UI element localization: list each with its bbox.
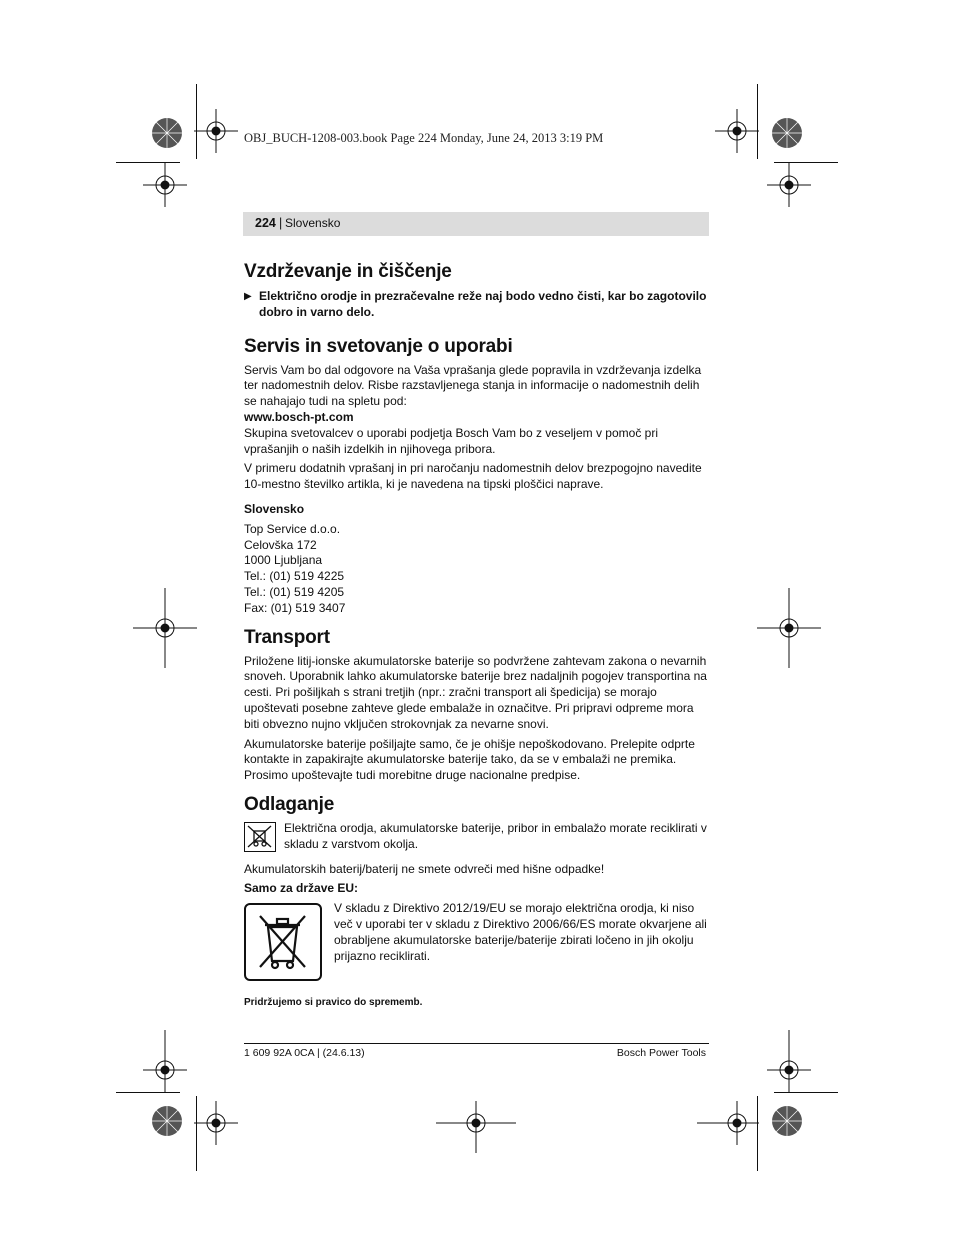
crossed-bin-icon: [244, 903, 322, 981]
header-separator: |: [279, 216, 283, 230]
maintenance-bullet: [244, 289, 710, 321]
file-info: OBJ_BUCH-1208-003.book Page 224 Monday, June 24, 2013 3:19 PM: [244, 131, 604, 145]
service-paragraph-2: Skupina svetovalcev o uporabi podjetja Bosch Vam bo z veseljem v pomoč pri vprašanjih o naših izdelkih in njihovega pribora.: [244, 425, 658, 456]
maintenance-bullet-text: Električno orodje in prezračevalne reže naj bodo vedno čisti, kar bo zagotovilo dobro in varno delo.: [259, 289, 707, 319]
bullet-triangle-icon: ▶: [244, 291, 252, 302]
address-line: 1000 Ljubljana: [244, 553, 323, 568]
service-heading: Servis in svetovanje o uporabi: [244, 335, 513, 357]
header-language: Slovensko: [285, 216, 341, 230]
service-paragraph-3: V primeru dodatnih vprašanj in pri naročanju nadomestnih delov brezpogojno navedite 10-mestno številko artikla, ki je navedena na tipski ploščici naprave.: [244, 461, 702, 492]
address-line: Top Service d.o.o.: [244, 521, 341, 536]
transport-heading: Transport: [244, 626, 330, 648]
transport-paragraph-3: Prosimo upoštevajte tudi morebitne druge nacionalne predpise.: [244, 768, 581, 783]
recycle-icon: [244, 822, 276, 852]
eu-row: [244, 901, 710, 981]
service-country: Slovensko: [244, 501, 305, 516]
recycle-row: [244, 821, 710, 853]
page-header: [243, 212, 709, 236]
service-paragraph-1: Servis Vam bo dal odgovore na Vaša vprašanja glede popravila in vzdrževanja izdelka ter nadomestnih delov. Risbe razstavljenega stanja in informacije o nadomestnih delih se nahajajo tudi na spletu pod:: [244, 362, 702, 409]
eu-text: V skladu z Direktivo 2012/19/EU se morajo električna orodja, ki niso več v uporabi ter v skladu z Direktivo 2006/66/ES morate okvarjene ali obrabljene akumulatorske baterije/baterije zbirati ločeno in jih okolju prijazno reciklirati.: [334, 901, 707, 963]
page-number: 224: [255, 216, 276, 230]
transport-paragraph-1: Priložene litij-ionske akumulatorske baterije so podvržene zahtevam zakona o nevarnih snoveh. Uporabnik lahko akumulatorske baterije brez nadaljnih pogojev transportina na cesti. Pri pošiljkah s strani tretjih (npr.: zračni transport ali špedicija) se morajo upoštevati posebne zahteve glede embalaže in označitve. Pri pripravi odpreme mora biti obvezno nujno vključen strokovnjak za nevarne snovi.: [244, 653, 707, 731]
change-notice: Pridržujemo si pravico do sprememb.: [244, 997, 423, 1009]
footer-divider: [244, 1043, 709, 1044]
address-line: Celovška 172: [244, 537, 317, 552]
service-url-link[interactable]: www.bosch-pt.com: [244, 409, 354, 424]
eu-title: Samo za države EU:: [244, 881, 359, 896]
address-line: Fax: (01) 519 3407: [244, 600, 346, 615]
address-line: Tel.: (01) 519 4225: [244, 569, 345, 584]
disposal-heading: Odlaganje: [244, 793, 335, 815]
address-line: Tel.: (01) 519 4205: [244, 584, 345, 599]
household-warning: Akumulatorskih baterij/baterij ne smete odvreči med hišne odpadke!: [244, 861, 605, 876]
page-content: [244, 260, 710, 1011]
footer-brand: Bosch Power Tools: [616, 1047, 706, 1059]
footer-article-number: 1 609 92A 0CA | (24.6.13): [244, 1047, 365, 1059]
recycle-text: Električna orodja, akumulatorske baterije, pribor in embalažo morate reciklirati v skladu z varstvom okolja.: [284, 820, 707, 851]
transport-paragraph-2: Akumulatorske baterije pošiljajte samo, če je ohišje nepoškodovano. Prelepite odprte kontakte in zapakirajte akumulatorske baterije tako, da se v embalaži ne premika.: [244, 736, 695, 767]
maintenance-heading: Vzdrževanje in čiščenje: [244, 261, 452, 282]
